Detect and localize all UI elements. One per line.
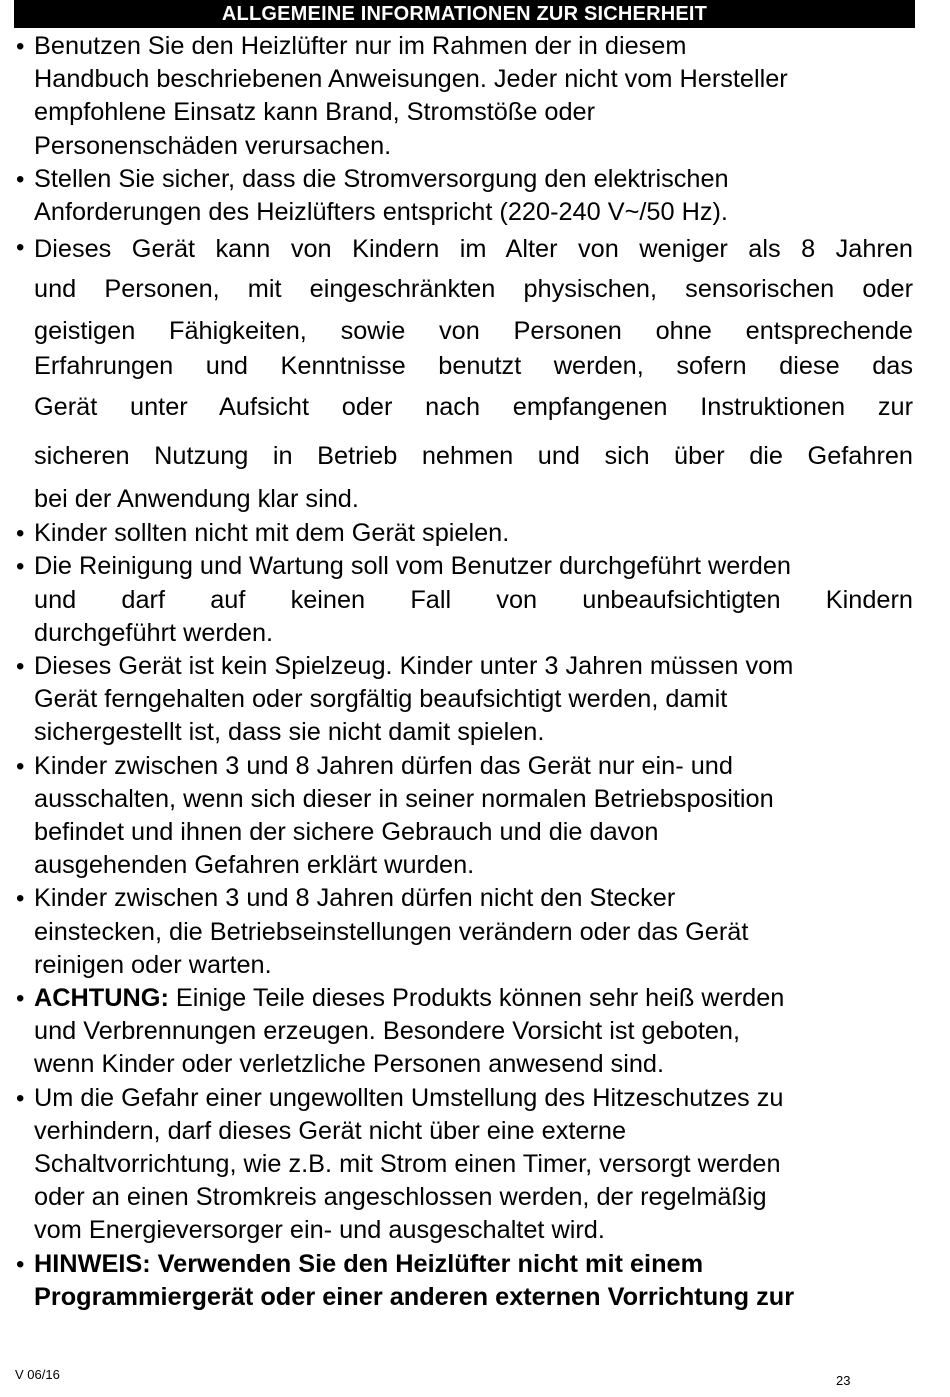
safety-list bbox=[15, 30, 913, 1314]
text-line: Gerät unter Aufsicht oder nach empfangenen Instruktionen zur bbox=[34, 393, 913, 422]
text-line: Die Reinigung und Wartung soll vom Benutzer durchgeführt werden bbox=[34, 552, 791, 581]
text-line: HINWEIS: Verwenden Sie den Heizlüfter nicht mit einem bbox=[34, 1249, 704, 1278]
text-line: Kinder zwischen 3 und 8 Jahren dürfen das Gerät nur ein- und bbox=[34, 751, 733, 780]
bullet-icon: • bbox=[16, 520, 25, 548]
text-line: Personenschäden verursachen. bbox=[34, 131, 392, 160]
safety-item bbox=[15, 750, 913, 883]
bullet-icon: • bbox=[16, 1084, 25, 1112]
text-line: und darf auf keinen Fall von unbeaufsichtigten Kindern bbox=[34, 585, 913, 614]
text-line: einstecken, die Betriebseinstellungen verändern oder das Gerät bbox=[34, 917, 749, 946]
text-line bbox=[34, 982, 913, 1015]
text-line: und Verbrennungen erzeugen. Besondere Vorsicht ist geboten, bbox=[34, 1017, 741, 1046]
text-line: reinigen oder warten. bbox=[34, 950, 272, 979]
bullet-icon: • bbox=[16, 553, 25, 581]
text-line: Kinder sollten nicht mit dem Gerät spielen. bbox=[34, 519, 510, 548]
text-line: empfohlene Einsatz kann Brand, Stromstöße oder bbox=[34, 98, 596, 127]
page-number: 23 bbox=[836, 1373, 851, 1388]
text-line: und Personen, mit eingeschränkten physischen, sensorischen oder bbox=[34, 275, 913, 304]
text-line: befindet und ihnen der sichere Gebrauch und die davon bbox=[34, 818, 659, 847]
section-header bbox=[14, 0, 915, 28]
text-line: Anforderungen des Heizlüfters entspricht (220-240 V~/50 Hz). bbox=[34, 198, 728, 227]
text-line: sichergestellt ist, dass sie nicht damit spielen. bbox=[34, 718, 545, 747]
bullet-icon: • bbox=[16, 33, 25, 60]
text-line: Kinder zwischen 3 und 8 Jahren dürfen nicht den Stecker bbox=[34, 884, 676, 913]
text-line: geistigen Fähigkeiten, sowie von Personen ohne entsprechende bbox=[34, 317, 913, 346]
safety-item bbox=[15, 517, 913, 550]
text-line: Schaltvorrichtung, wie z.B. mit Strom einen Timer, versorgt werden bbox=[34, 1150, 781, 1179]
text-line: Dieses Gerät ist kein Spielzeug. Kinder unter 3 Jahren müssen vom bbox=[34, 652, 794, 681]
text-line: wenn Kinder oder verletzliche Personen anwesend sind. bbox=[34, 1050, 664, 1079]
warning-label: ACHTUNG: bbox=[34, 984, 169, 1013]
text-line: bei der Anwendung klar sind. bbox=[34, 485, 359, 514]
text-line: ausgehenden Gefahren erklärt wurden. bbox=[34, 851, 475, 880]
text-line: durchgeführt werden. bbox=[34, 618, 274, 647]
bullet-icon: • bbox=[16, 985, 25, 1013]
safety-item bbox=[15, 650, 913, 750]
bullet-icon: • bbox=[16, 234, 25, 262]
bullet-icon: • bbox=[16, 653, 25, 681]
version-label: V 06/16 bbox=[15, 1367, 60, 1382]
safety-item bbox=[15, 982, 913, 1082]
text-line: Programmiergerät oder einer anderen externen Vorrichtung zur bbox=[34, 1282, 795, 1311]
text-line: ausschalten, wenn sich dieser in seiner normalen Betriebsposition bbox=[34, 784, 774, 813]
safety-item bbox=[15, 163, 913, 229]
section-title: ALLGEMEINE INFORMATIONEN ZUR SICHERHEIT bbox=[221, 3, 708, 25]
text-line: verhindern, darf dieses Gerät nicht über eine externe bbox=[34, 1116, 627, 1145]
bullet-icon: • bbox=[16, 752, 25, 780]
safety-item bbox=[15, 1082, 913, 1248]
safety-item bbox=[15, 231, 913, 517]
text-line: Um die Gefahr einer ungewollten Umstellung des Hitzeschutzes zu bbox=[34, 1083, 784, 1112]
text-line: Handbuch beschriebenen Anweisungen. Jeder nicht vom Hersteller bbox=[34, 65, 788, 94]
safety-item bbox=[15, 30, 913, 163]
text-run: Einige Teile dieses Produkts können sehr heiß werden bbox=[168, 984, 785, 1013]
text-line: Stellen Sie sicher, dass die Stromversorgung den elektrischen bbox=[34, 164, 729, 193]
safety-item bbox=[15, 882, 913, 982]
text-line: sicheren Nutzung in Betrieb nehmen und sich über die Gefahren bbox=[34, 442, 913, 471]
bullet-icon: • bbox=[16, 165, 25, 193]
text-line: vom Energieversorger ein- und ausgeschaltet wird. bbox=[34, 1216, 605, 1245]
safety-item bbox=[15, 1248, 913, 1314]
safety-item bbox=[15, 550, 913, 650]
text-line: Erfahrungen und Kenntnisse benutzt werden, sofern diese das bbox=[34, 352, 913, 381]
text-line: oder an einen Stromkreis angeschlossen werden, der regelmäßig bbox=[34, 1183, 767, 1212]
bullet-icon: • bbox=[16, 885, 25, 913]
text-line: Dieses Gerät kann von Kindern im Alter von weniger als 8 Jahren bbox=[34, 235, 913, 264]
bullet-icon: • bbox=[16, 1250, 25, 1278]
text-line: Gerät ferngehalten oder sorgfältig beaufsichtigt werden, damit bbox=[34, 685, 728, 714]
text-line: Benutzen Sie den Heizlüfter nur im Rahmen der in diesem bbox=[34, 32, 687, 60]
